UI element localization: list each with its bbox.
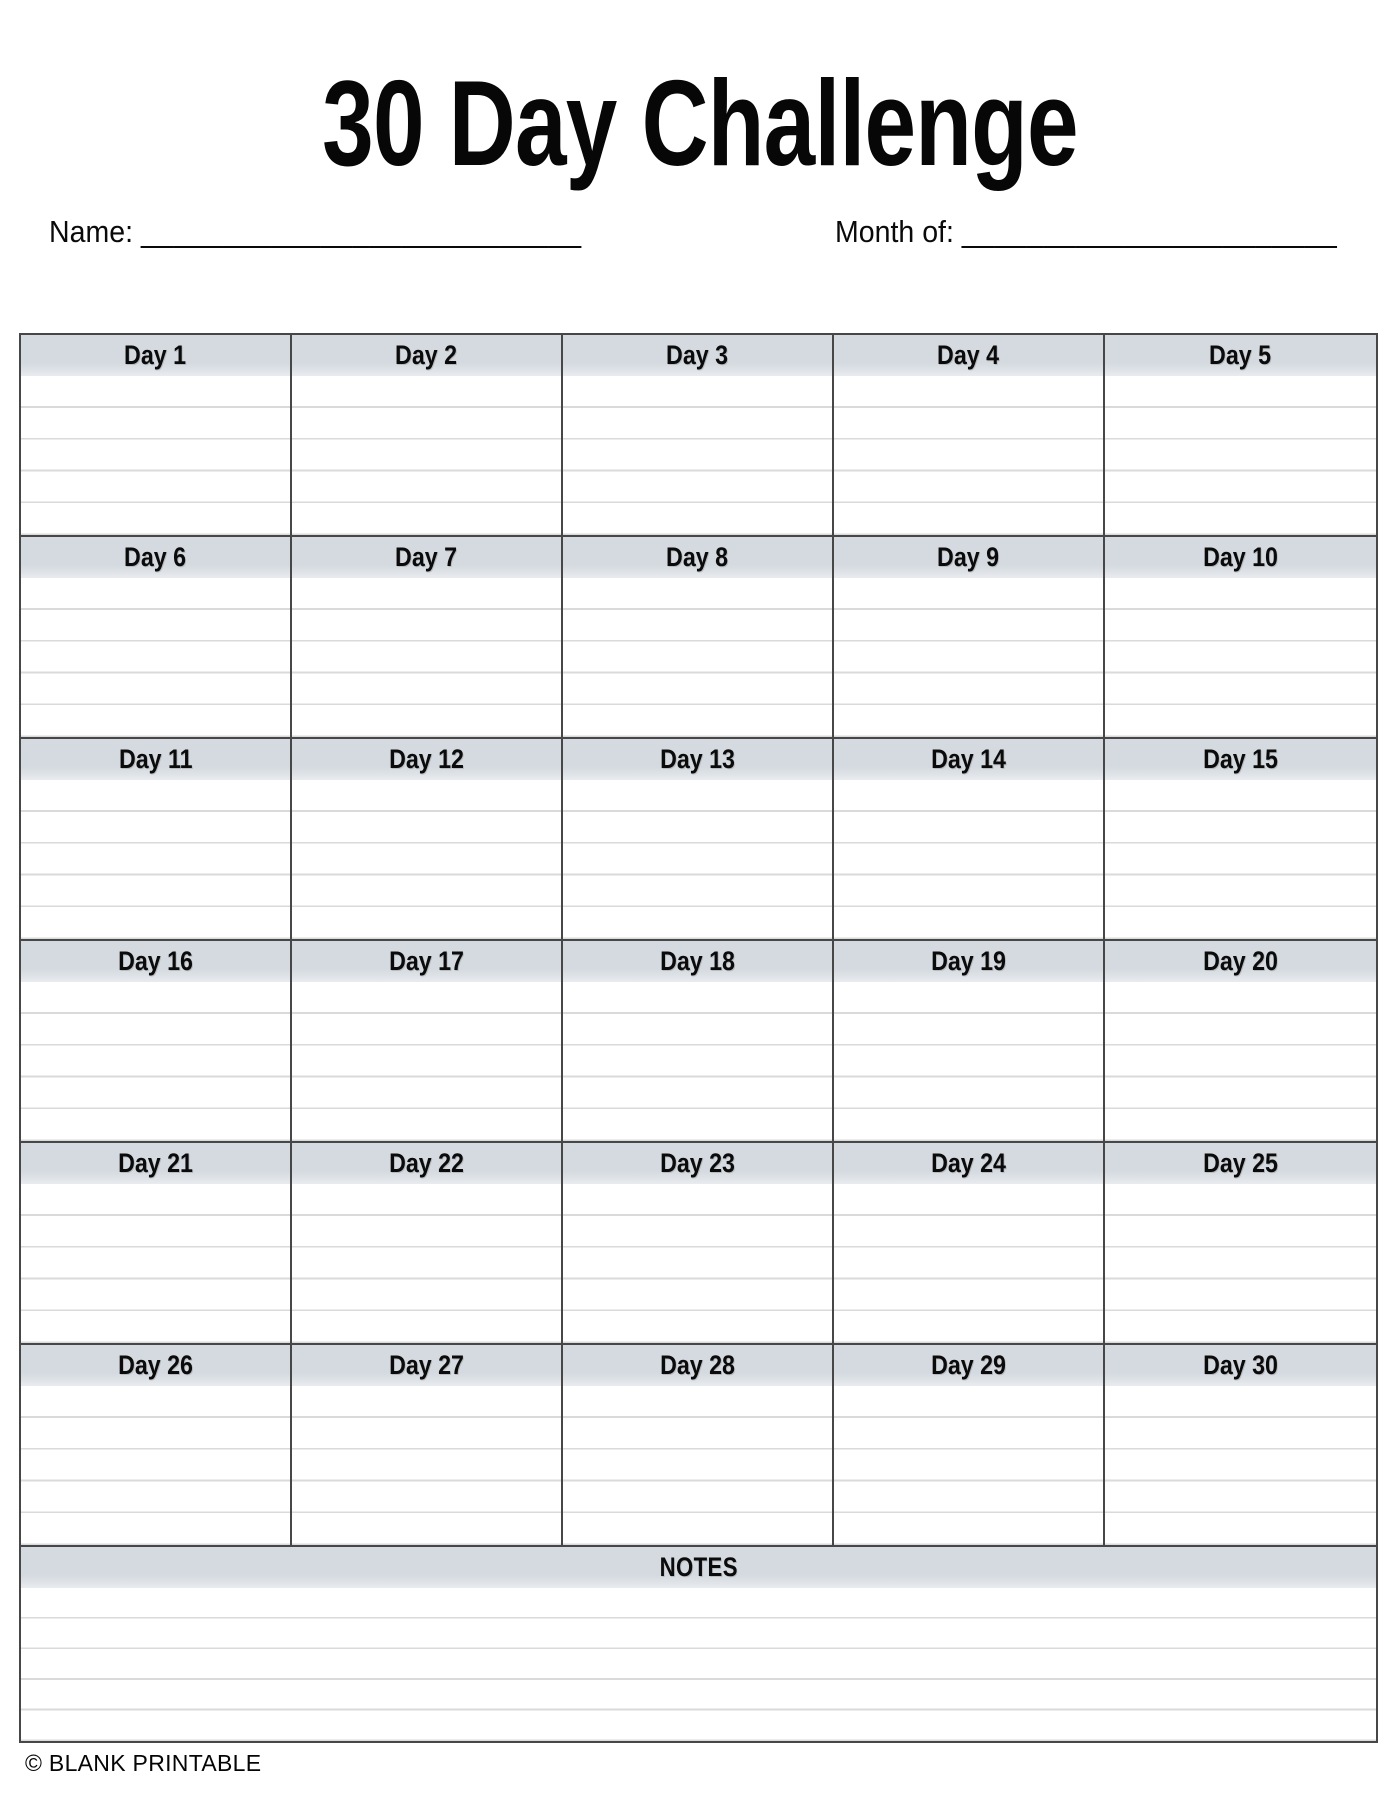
day-ruled-cell	[563, 982, 834, 1141]
day-header	[834, 1345, 1105, 1386]
day-header	[21, 1345, 292, 1386]
day-header-label: Day 6	[124, 542, 187, 572]
page-title: 30 Day Challenge	[322, 55, 1078, 191]
day-ruled-cell	[1105, 1386, 1376, 1545]
day-ruled-cell	[563, 578, 834, 737]
day-header-label: Day 7	[395, 542, 458, 572]
day-ruled-cell	[1105, 1184, 1376, 1343]
day-block-3	[21, 737, 1376, 939]
day-ruled-cell	[21, 1184, 292, 1343]
day-ruled-cell	[834, 1184, 1105, 1343]
day-header	[21, 537, 292, 578]
day-header	[834, 335, 1105, 376]
day-header-label: Day 18	[660, 946, 735, 976]
day-header-label: Day 24	[931, 1148, 1006, 1178]
day-header	[563, 537, 834, 578]
day-header	[292, 335, 563, 376]
notes-header	[21, 1547, 1376, 1588]
name-blank-line: ___________________________	[140, 214, 582, 249]
day-header	[21, 941, 292, 982]
day-ruled-cell	[1105, 376, 1376, 535]
day-header	[563, 941, 834, 982]
day-ruled-cell	[21, 578, 292, 737]
day-writing-row	[21, 780, 1376, 939]
day-ruled-cell	[563, 376, 834, 535]
day-ruled-cell	[21, 780, 292, 939]
notes-ruled-area	[21, 1588, 1376, 1741]
day-header	[834, 537, 1105, 578]
notes-section	[21, 1545, 1376, 1741]
day-block-1	[21, 335, 1376, 535]
name-field	[49, 214, 582, 250]
day-header	[292, 941, 563, 982]
day-header-label: Day 25	[1203, 1148, 1278, 1178]
day-header	[834, 941, 1105, 982]
day-header	[1105, 537, 1376, 578]
day-header-label: Day 15	[1203, 744, 1278, 774]
day-block-2	[21, 535, 1376, 737]
day-header-label: Day 9	[937, 542, 1000, 572]
day-ruled-cell	[563, 780, 834, 939]
day-header	[21, 739, 292, 780]
copyright-text: © BLANK PRINTABLE	[25, 1750, 262, 1776]
day-ruled-cell	[292, 780, 563, 939]
day-writing-row	[21, 1184, 1376, 1343]
day-header-label: Day 16	[118, 946, 193, 976]
day-header-label: Day 29	[931, 1350, 1006, 1380]
month-field	[835, 214, 1337, 250]
day-writing-row	[21, 982, 1376, 1141]
day-header-label: Day 3	[666, 340, 729, 370]
day-header-row	[21, 537, 1376, 578]
day-header-label: Day 26	[118, 1350, 193, 1380]
day-ruled-cell	[1105, 982, 1376, 1141]
day-ruled-cell	[834, 376, 1105, 535]
day-header-label: Day 27	[389, 1350, 464, 1380]
day-header	[834, 739, 1105, 780]
day-header-label: Day 28	[660, 1350, 735, 1380]
day-header	[563, 1143, 834, 1184]
day-header-label: Day 30	[1203, 1350, 1278, 1380]
day-header	[292, 1143, 563, 1184]
day-header-label: Day 20	[1203, 946, 1278, 976]
day-header	[21, 1143, 292, 1184]
day-ruled-cell	[1105, 780, 1376, 939]
day-header-label: Day 8	[666, 542, 729, 572]
day-header-label: Day 12	[389, 744, 464, 774]
day-header-row	[21, 1143, 1376, 1184]
day-header-row	[21, 941, 1376, 982]
day-header-label: Day 23	[660, 1148, 735, 1178]
day-header	[292, 739, 563, 780]
day-header-label: Day 4	[937, 340, 1000, 370]
day-header	[563, 335, 834, 376]
day-header	[1105, 739, 1376, 780]
day-block-5	[21, 1141, 1376, 1343]
day-header	[1105, 1345, 1376, 1386]
day-writing-row	[21, 376, 1376, 535]
day-ruled-cell	[834, 982, 1105, 1141]
challenge-grid	[19, 333, 1378, 1743]
day-writing-row	[21, 578, 1376, 737]
day-header	[563, 1345, 834, 1386]
day-header-label: Day 22	[389, 1148, 464, 1178]
notes-label: NOTES	[659, 1552, 738, 1582]
day-block-6	[21, 1343, 1376, 1545]
day-header	[292, 537, 563, 578]
day-header-label: Day 1	[124, 340, 187, 370]
day-header	[1105, 941, 1376, 982]
day-header-label: Day 10	[1203, 542, 1278, 572]
day-ruled-cell	[292, 578, 563, 737]
day-header-row	[21, 739, 1376, 780]
day-ruled-cell	[834, 578, 1105, 737]
day-ruled-cell	[1105, 578, 1376, 737]
month-label: Month of:	[835, 214, 954, 249]
day-header-label: Day 19	[931, 946, 1006, 976]
day-writing-row	[21, 1386, 1376, 1545]
day-header-label: Day 5	[1209, 340, 1272, 370]
day-header-label: Day 21	[118, 1148, 193, 1178]
day-header	[292, 1345, 563, 1386]
day-header-label: Day 11	[118, 744, 193, 774]
day-ruled-cell	[21, 982, 292, 1141]
day-ruled-cell	[834, 1386, 1105, 1545]
day-ruled-cell	[292, 982, 563, 1141]
day-header-row	[21, 1345, 1376, 1386]
day-ruled-cell	[834, 780, 1105, 939]
day-ruled-cell	[292, 1184, 563, 1343]
month-blank-line: _______________________	[961, 214, 1338, 249]
day-ruled-cell	[292, 1386, 563, 1545]
day-header-label: Day 14	[931, 744, 1006, 774]
day-header	[1105, 1143, 1376, 1184]
day-header	[21, 335, 292, 376]
day-header-label: Day 17	[389, 946, 464, 976]
day-header-row	[21, 335, 1376, 376]
day-header-label: Day 13	[660, 744, 735, 774]
day-ruled-cell	[563, 1184, 834, 1343]
day-header	[834, 1143, 1105, 1184]
day-header	[1105, 335, 1376, 376]
day-ruled-cell	[21, 1386, 292, 1545]
day-header	[563, 739, 834, 780]
day-ruled-cell	[563, 1386, 834, 1545]
name-label: Name:	[49, 214, 134, 249]
day-ruled-cell	[292, 376, 563, 535]
day-ruled-cell	[21, 376, 292, 535]
day-header-label: Day 2	[395, 340, 458, 370]
day-block-4	[21, 939, 1376, 1141]
